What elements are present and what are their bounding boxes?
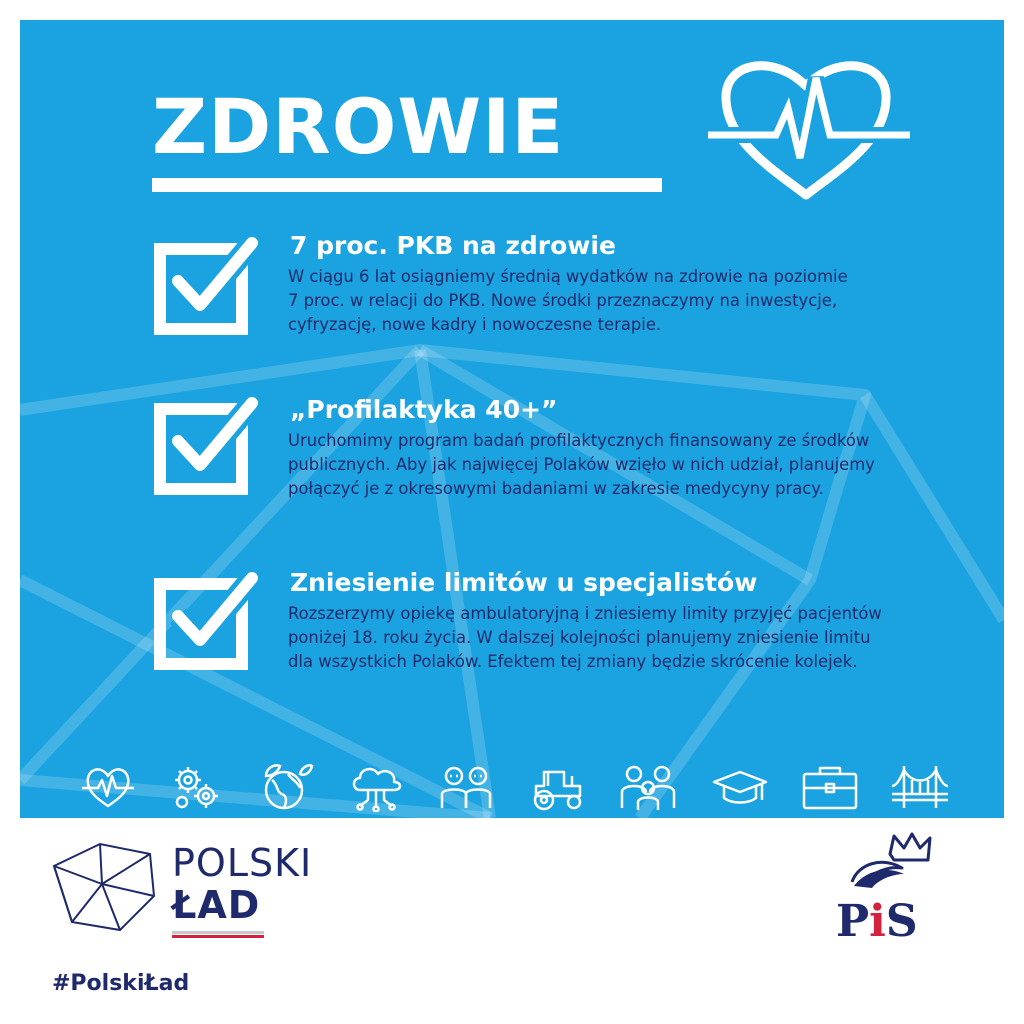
flag-stripe-white — [172, 931, 264, 934]
graduation-cap-icon — [710, 762, 770, 812]
gears-icon — [168, 762, 224, 812]
heartbeat-icon — [80, 762, 136, 812]
item-line: W ciągu 6 lat osiągniemy średnią wydatków na zdrowie na poziomie — [288, 267, 848, 286]
item-title: 7 proc. PKB na zdrowie — [290, 231, 616, 260]
cloud-network-icon — [348, 762, 404, 812]
brand-name-line2: ŁAD — [172, 883, 261, 927]
item-line: poniżej 18. roku życia. W dalszej kolejności planujemy zniesienie limitu — [288, 628, 871, 647]
item-line: publicznych. Aby jak najwięcej Polaków wzięło w nich udział, planujemy — [288, 455, 875, 474]
checkbox-icon — [152, 393, 258, 495]
item-line: cyfryzację, nowe kadry i nowoczesne terapie. — [288, 315, 662, 334]
main-panel — [20, 20, 1004, 818]
elderly-couple-icon — [436, 762, 496, 812]
checkbox-icon — [152, 233, 258, 335]
family-icon — [618, 762, 678, 812]
item-line: Uruchomimy program badań profilaktycznych finansowany ze środków — [288, 431, 870, 450]
item-line: 7 proc. w relacji do PKB. Nowe środki przeznaczymy na inwestycje, — [288, 291, 838, 310]
pis-logo-text: PiS — [836, 896, 918, 945]
tractor-icon — [528, 762, 588, 812]
brand-name-line1: POLSKI — [172, 841, 313, 885]
bridge-icon — [890, 762, 950, 812]
flag-stripe-red — [172, 935, 264, 938]
item-title: „Profilaktyka 40+” — [290, 395, 558, 424]
item-title: Zniesienie limitów u specjalistów — [290, 568, 758, 597]
item-line: połączyć je z okresowymi badaniami w zakresie medycyny pracy. — [288, 479, 824, 498]
title-underline — [152, 178, 662, 192]
checkbox-icon — [152, 568, 258, 670]
item-line: dla wszystkich Polaków. Efektem tej zmiany będzie skrócenie kolejek. — [288, 652, 858, 671]
briefcase-icon — [800, 762, 860, 812]
page-title: ZDROWIE — [152, 82, 565, 171]
polski-lad-map-logo — [50, 840, 160, 936]
item-line: Rozszerzymy opiekę ambulatoryjną i zniesiemy limity przyjęć pacjentów — [288, 604, 882, 623]
heart-pulse-icon — [704, 50, 914, 200]
pis-party-logo — [832, 830, 947, 945]
globe-leaf-icon — [258, 762, 314, 812]
category-icons-row — [80, 762, 960, 812]
hashtag: #PolskiŁad — [52, 971, 190, 996]
